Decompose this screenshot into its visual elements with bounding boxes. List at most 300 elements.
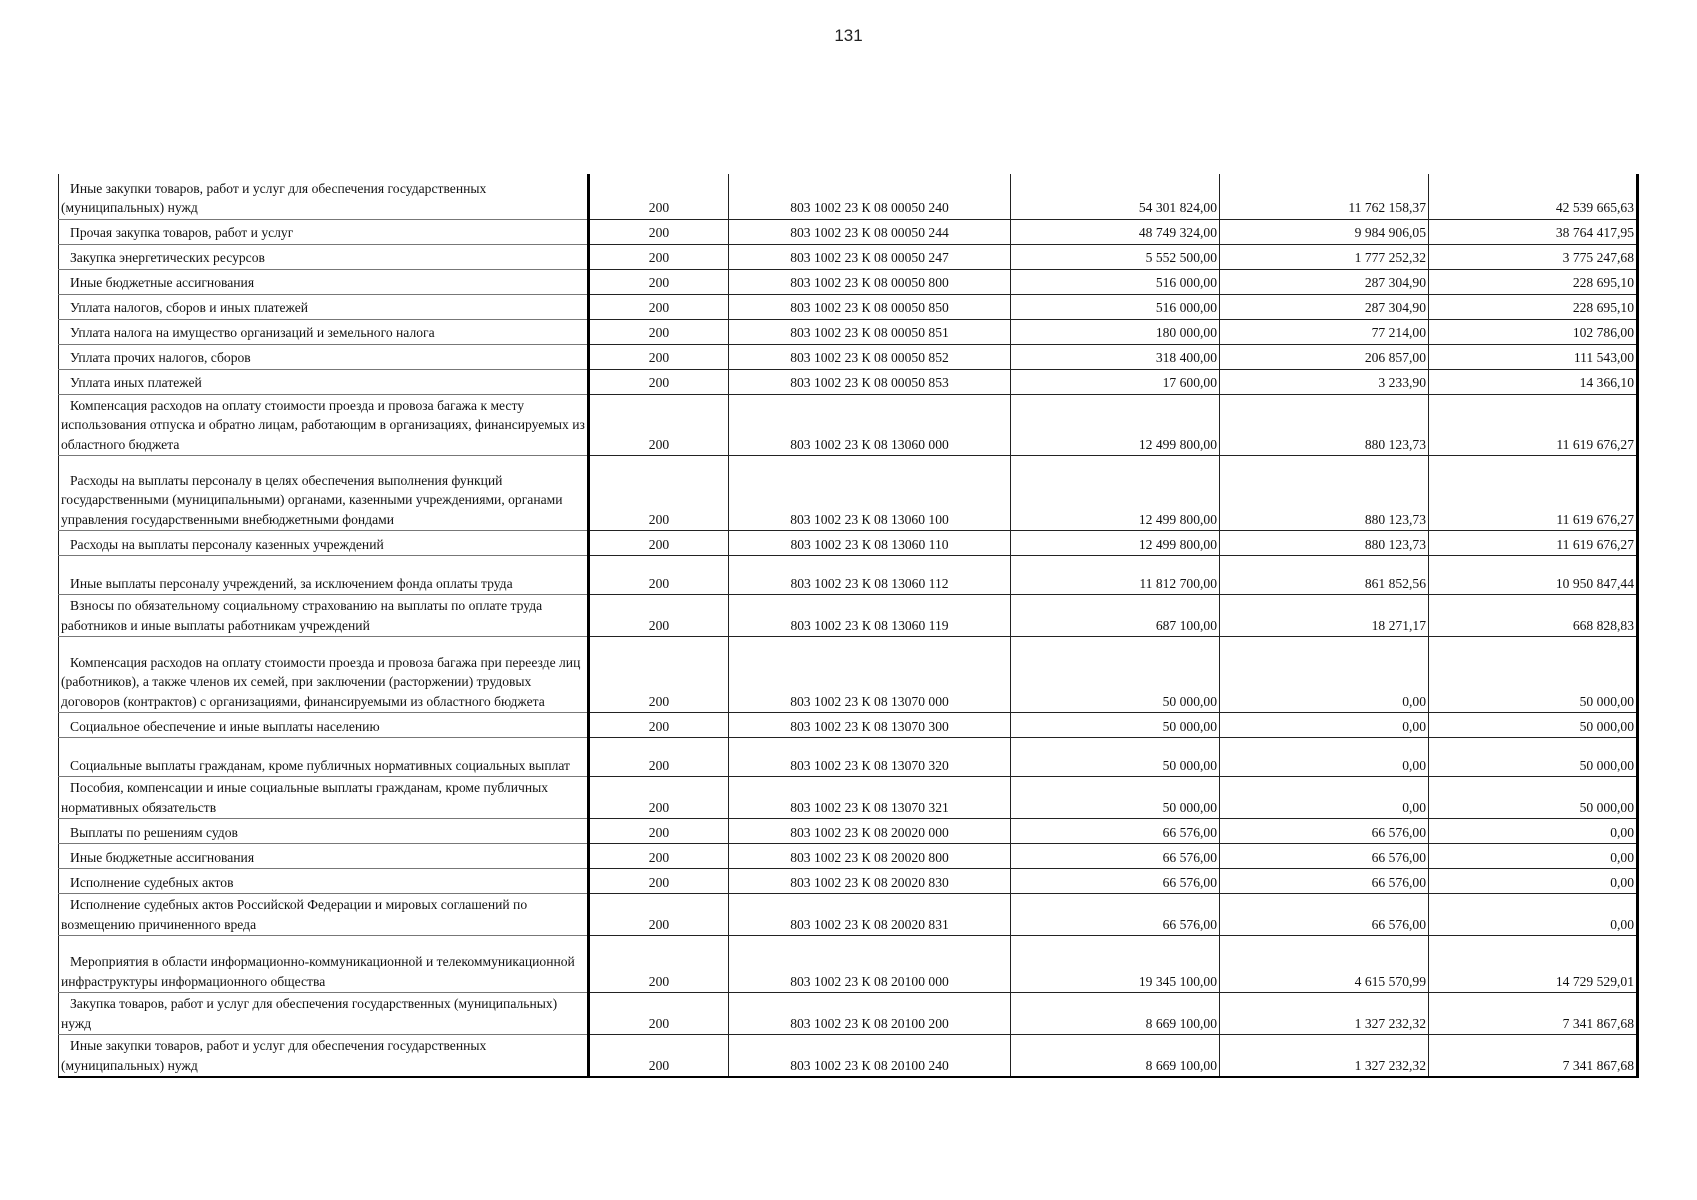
row-executed-amount-text: 0,00 <box>1402 693 1426 709</box>
row-approved-amount-cell <box>1011 777 1220 819</box>
row-line-code-text: 200 <box>648 757 670 773</box>
row-line-code-cell <box>589 777 729 819</box>
row-executed-amount-cell <box>1220 713 1429 738</box>
row-approved-amount-cell <box>1011 595 1220 637</box>
row-name-cell <box>59 819 589 844</box>
row-executed-amount-text: 0,00 <box>1402 718 1426 734</box>
row-budget-code-text: 803 1002 23 К 08 00050 851 <box>790 325 949 340</box>
row-line-code-text: 200 <box>648 799 670 815</box>
row-name-text: Уплата иных платежей <box>70 375 202 390</box>
row-executed-amount-cell <box>1220 269 1429 294</box>
row-budget-code-text: 803 1002 23 К 08 13070 321 <box>790 799 949 815</box>
row-approved-amount-text: 8 669 100,00 <box>1145 1057 1217 1073</box>
row-approved-amount-text: 12 499 800,00 <box>1138 436 1217 452</box>
row-budget-code-text: 803 1002 23 К 08 00050 853 <box>790 375 949 390</box>
row-executed-amount-cell <box>1220 595 1429 637</box>
row-approved-amount-text: 516 000,00 <box>1155 300 1217 315</box>
row-approved-amount-cell <box>1011 713 1220 738</box>
table-row <box>59 269 1638 294</box>
row-unexecuted-amount-cell <box>1429 869 1638 894</box>
row-executed-amount-cell <box>1220 777 1429 819</box>
row-name-cell <box>59 637 589 713</box>
row-approved-amount-cell <box>1011 819 1220 844</box>
row-line-code-text: 200 <box>648 350 670 365</box>
row-approved-amount-cell <box>1011 993 1220 1035</box>
row-line-code-cell <box>589 294 729 319</box>
row-approved-amount-cell <box>1011 294 1220 319</box>
row-unexecuted-amount-text: 11 619 676,27 <box>1556 536 1634 552</box>
row-line-code-text: 200 <box>648 200 670 215</box>
row-executed-amount-cell <box>1220 294 1429 319</box>
row-line-code-cell <box>589 869 729 894</box>
row-approved-amount-text: 50 000,00 <box>1162 757 1217 773</box>
row-approved-amount-cell <box>1011 738 1220 777</box>
row-unexecuted-amount-text: 11 619 676,27 <box>1556 511 1634 527</box>
row-unexecuted-amount-cell <box>1429 844 1638 869</box>
row-budget-code-cell <box>729 174 1011 219</box>
row-line-code-text: 200 <box>648 693 670 709</box>
row-name-text: Иные закупки товаров, работ и услуг для обеспечения государственных (муниципальных) нужд <box>61 180 487 215</box>
row-name-text: Иные бюджетные ассигнования <box>70 275 255 290</box>
row-line-code-cell <box>589 936 729 993</box>
row-unexecuted-amount-cell <box>1429 637 1638 713</box>
row-name-cell <box>59 319 589 344</box>
row-executed-amount-cell <box>1220 219 1429 244</box>
row-executed-amount-cell <box>1220 637 1429 713</box>
table-row <box>59 219 1638 244</box>
row-executed-amount-cell <box>1220 1035 1429 1078</box>
row-unexecuted-amount-cell <box>1429 219 1638 244</box>
row-line-code-cell <box>589 344 729 369</box>
row-approved-amount-text: 54 301 824,00 <box>1138 200 1217 215</box>
budget-execution-table <box>58 174 1639 1078</box>
row-line-code-text: 200 <box>648 973 670 989</box>
row-budget-code-text: 803 1002 23 К 08 00050 850 <box>790 300 949 315</box>
row-unexecuted-amount-cell <box>1429 369 1638 394</box>
row-approved-amount-cell <box>1011 556 1220 595</box>
row-executed-amount-cell <box>1220 319 1429 344</box>
row-approved-amount-cell <box>1011 894 1220 936</box>
row-unexecuted-amount-text: 0,00 <box>1610 824 1634 840</box>
row-name-text: Социальные выплаты гражданам, кроме публичных нормативных социальных выплат <box>70 757 570 773</box>
row-approved-amount-cell <box>1011 394 1220 456</box>
row-name-text: Уплата налогов, сборов и иных платежей <box>70 300 309 315</box>
row-approved-amount-text: 19 345 100,00 <box>1138 973 1217 989</box>
row-budget-code-cell <box>729 637 1011 713</box>
row-executed-amount-text: 880 123,73 <box>1364 536 1426 552</box>
row-unexecuted-amount-text: 0,00 <box>1610 874 1634 890</box>
row-executed-amount-text: 287 304,90 <box>1364 300 1426 315</box>
row-line-code-cell <box>589 319 729 344</box>
row-budget-code-text: 803 1002 23 К 08 00050 244 <box>790 225 949 240</box>
table-row <box>59 777 1638 819</box>
row-approved-amount-text: 66 576,00 <box>1162 874 1217 890</box>
row-name-cell <box>59 993 589 1035</box>
row-unexecuted-amount-text: 10 950 847,44 <box>1555 575 1634 591</box>
row-name-text: Закупка товаров, работ и услуг для обеспечения государственных (муниципальных) нужд <box>61 996 558 1031</box>
row-approved-amount-cell <box>1011 319 1220 344</box>
row-executed-amount-cell <box>1220 819 1429 844</box>
row-line-code-text: 200 <box>648 436 670 452</box>
table-row <box>59 819 1638 844</box>
row-executed-amount-text: 9 984 906,05 <box>1354 225 1426 240</box>
row-executed-amount-cell <box>1220 738 1429 777</box>
row-name-text: Закупка энергетических ресурсов <box>70 250 265 265</box>
row-approved-amount-text: 66 576,00 <box>1162 849 1217 865</box>
table-body <box>59 174 1638 1077</box>
row-executed-amount-text: 66 576,00 <box>1371 849 1426 865</box>
row-executed-amount-cell <box>1220 174 1429 219</box>
row-line-code-text: 200 <box>648 1015 670 1031</box>
row-line-code-text: 200 <box>648 575 670 591</box>
row-executed-amount-text: 66 576,00 <box>1371 874 1426 890</box>
row-unexecuted-amount-cell <box>1429 394 1638 456</box>
row-name-text: Компенсация расходов на оплату стоимости проезда и провоза багажа к месту использования отпуска и обратно лицам, работающим в организациях, финансируемых из областного бюджета <box>61 397 585 452</box>
row-executed-amount-cell <box>1220 244 1429 269</box>
table-row <box>59 637 1638 713</box>
row-unexecuted-amount-text: 7 341 867,68 <box>1562 1057 1634 1073</box>
row-unexecuted-amount-text: 0,00 <box>1610 916 1634 932</box>
row-budget-code-cell <box>729 319 1011 344</box>
row-approved-amount-text: 516 000,00 <box>1155 275 1217 290</box>
row-name-text: Уплата налога на имущество организаций и земельного налога <box>70 325 435 340</box>
row-unexecuted-amount-cell <box>1429 244 1638 269</box>
row-unexecuted-amount-text: 3 775 247,68 <box>1562 250 1634 265</box>
row-executed-amount-cell <box>1220 344 1429 369</box>
row-executed-amount-cell <box>1220 869 1429 894</box>
row-name-cell <box>59 369 589 394</box>
row-line-code-text: 200 <box>648 511 670 527</box>
row-executed-amount-cell <box>1220 394 1429 456</box>
row-unexecuted-amount-cell <box>1429 294 1638 319</box>
row-unexecuted-amount-cell <box>1429 269 1638 294</box>
row-line-code-cell <box>589 595 729 637</box>
row-budget-code-cell <box>729 1035 1011 1078</box>
row-name-cell <box>59 556 589 595</box>
row-approved-amount-cell <box>1011 456 1220 531</box>
table-row <box>59 244 1638 269</box>
row-budget-code-cell <box>729 294 1011 319</box>
row-line-code-text: 200 <box>648 325 670 340</box>
row-approved-amount-cell <box>1011 869 1220 894</box>
row-line-code-text: 200 <box>648 300 670 315</box>
row-budget-code-text: 803 1002 23 К 08 13060 000 <box>790 436 949 452</box>
row-name-cell <box>59 844 589 869</box>
row-unexecuted-amount-text: 50 000,00 <box>1579 799 1634 815</box>
row-budget-code-text: 803 1002 23 К 08 20100 000 <box>790 973 949 989</box>
row-budget-code-text: 803 1002 23 К 08 13070 300 <box>790 718 949 734</box>
row-executed-amount-text: 0,00 <box>1402 757 1426 773</box>
table-row <box>59 738 1638 777</box>
row-line-code-text: 200 <box>648 849 670 865</box>
row-approved-amount-cell <box>1011 344 1220 369</box>
row-unexecuted-amount-text: 228 695,10 <box>1572 275 1634 290</box>
row-line-code-cell <box>589 269 729 294</box>
row-unexecuted-amount-text: 14 366,10 <box>1579 375 1634 390</box>
table-row <box>59 319 1638 344</box>
row-line-code-text: 200 <box>648 275 670 290</box>
row-executed-amount-cell <box>1220 894 1429 936</box>
row-executed-amount-text: 206 857,00 <box>1364 350 1426 365</box>
row-budget-code-text: 803 1002 23 К 08 13070 320 <box>790 757 949 773</box>
row-line-code-cell <box>589 456 729 531</box>
row-executed-amount-text: 66 576,00 <box>1371 824 1426 840</box>
row-budget-code-text: 803 1002 23 К 08 20100 200 <box>790 1015 949 1031</box>
row-line-code-text: 200 <box>648 718 670 734</box>
row-approved-amount-text: 48 749 324,00 <box>1138 225 1217 240</box>
row-name-text: Расходы на выплаты персоналу в целях обеспечения выполнения функций государственными (муниципальными) органами, казенными учреждениями, органами управления государственными внебюджетными фондами <box>61 472 563 527</box>
row-budget-code-cell <box>729 219 1011 244</box>
row-unexecuted-amount-cell <box>1429 713 1638 738</box>
row-line-code-cell <box>589 531 729 556</box>
row-budget-code-cell <box>729 819 1011 844</box>
row-budget-code-cell <box>729 369 1011 394</box>
row-approved-amount-cell <box>1011 531 1220 556</box>
row-unexecuted-amount-cell <box>1429 319 1638 344</box>
row-unexecuted-amount-text: 228 695,10 <box>1572 300 1634 315</box>
row-unexecuted-amount-text: 11 619 676,27 <box>1556 436 1634 452</box>
row-executed-amount-text: 861 852,56 <box>1364 575 1426 591</box>
row-approved-amount-text: 687 100,00 <box>1155 617 1217 633</box>
row-unexecuted-amount-text: 102 786,00 <box>1572 325 1634 340</box>
row-budget-code-text: 803 1002 23 К 08 00050 247 <box>790 250 949 265</box>
row-line-code-cell <box>589 1035 729 1078</box>
row-executed-amount-text: 0,00 <box>1402 799 1426 815</box>
row-executed-amount-text: 77 214,00 <box>1371 325 1426 340</box>
row-unexecuted-amount-cell <box>1429 595 1638 637</box>
row-executed-amount-cell <box>1220 531 1429 556</box>
row-budget-code-cell <box>729 244 1011 269</box>
row-approved-amount-cell <box>1011 1035 1220 1078</box>
row-budget-code-cell <box>729 713 1011 738</box>
row-budget-code-cell <box>729 894 1011 936</box>
row-unexecuted-amount-text: 0,00 <box>1610 849 1634 865</box>
row-budget-code-text: 803 1002 23 К 08 13060 112 <box>790 575 949 591</box>
row-approved-amount-cell <box>1011 936 1220 993</box>
row-budget-code-cell <box>729 595 1011 637</box>
row-line-code-text: 200 <box>648 225 670 240</box>
row-approved-amount-cell <box>1011 174 1220 219</box>
row-executed-amount-text: 18 271,17 <box>1371 617 1426 633</box>
row-budget-code-text: 803 1002 23 К 08 20020 000 <box>790 824 949 840</box>
table-row <box>59 456 1638 531</box>
table-row <box>59 556 1638 595</box>
row-approved-amount-text: 11 812 700,00 <box>1139 575 1217 591</box>
row-unexecuted-amount-cell <box>1429 1035 1638 1078</box>
row-line-code-cell <box>589 819 729 844</box>
row-approved-amount-text: 66 576,00 <box>1162 916 1217 932</box>
row-approved-amount-cell <box>1011 219 1220 244</box>
row-executed-amount-cell <box>1220 456 1429 531</box>
row-budget-code-text: 803 1002 23 К 08 20020 831 <box>790 916 949 932</box>
row-line-code-cell <box>589 844 729 869</box>
row-executed-amount-text: 1 777 252,32 <box>1354 250 1426 265</box>
row-line-code-text: 200 <box>648 916 670 932</box>
row-budget-code-text: 803 1002 23 К 08 20020 830 <box>790 874 949 890</box>
row-approved-amount-cell <box>1011 244 1220 269</box>
table-row <box>59 894 1638 936</box>
row-budget-code-cell <box>729 869 1011 894</box>
row-budget-code-cell <box>729 269 1011 294</box>
row-name-cell <box>59 1035 589 1078</box>
row-executed-amount-text: 880 123,73 <box>1364 511 1426 527</box>
row-unexecuted-amount-cell <box>1429 993 1638 1035</box>
row-name-text: Исполнение судебных актов <box>70 874 234 890</box>
row-name-cell <box>59 713 589 738</box>
row-name-cell <box>59 294 589 319</box>
row-unexecuted-amount-cell <box>1429 556 1638 595</box>
row-name-text: Уплата прочих налогов, сборов <box>70 350 251 365</box>
row-executed-amount-cell <box>1220 369 1429 394</box>
table-row <box>59 344 1638 369</box>
row-unexecuted-amount-cell <box>1429 777 1638 819</box>
row-name-cell <box>59 531 589 556</box>
row-budget-code-cell <box>729 531 1011 556</box>
row-name-text: Прочая закупка товаров, работ и услуг <box>70 225 294 240</box>
row-unexecuted-amount-text: 50 000,00 <box>1579 757 1634 773</box>
table-row <box>59 869 1638 894</box>
row-executed-amount-text: 11 762 158,37 <box>1348 200 1426 215</box>
row-approved-amount-text: 5 552 500,00 <box>1145 250 1217 265</box>
page-number: 131 <box>834 26 863 45</box>
row-unexecuted-amount-text: 50 000,00 <box>1579 718 1634 734</box>
row-budget-code-text: 803 1002 23 К 08 00050 240 <box>790 200 949 215</box>
row-executed-amount-cell <box>1220 556 1429 595</box>
row-line-code-text: 200 <box>648 1057 670 1073</box>
row-unexecuted-amount-cell <box>1429 819 1638 844</box>
row-budget-code-cell <box>729 456 1011 531</box>
row-budget-code-text: 803 1002 23 К 08 13060 100 <box>790 511 949 527</box>
row-name-text: Иные закупки товаров, работ и услуг для обеспечения государственных (муниципальных) нужд <box>61 1038 487 1073</box>
row-approved-amount-text: 66 576,00 <box>1162 824 1217 840</box>
row-budget-code-cell <box>729 777 1011 819</box>
table-row <box>59 993 1638 1035</box>
row-executed-amount-cell <box>1220 936 1429 993</box>
row-approved-amount-cell <box>1011 844 1220 869</box>
row-line-code-cell <box>589 174 729 219</box>
row-budget-code-cell <box>729 394 1011 456</box>
row-line-code-cell <box>589 394 729 456</box>
row-approved-amount-text: 180 000,00 <box>1155 325 1217 340</box>
row-unexecuted-amount-cell <box>1429 936 1638 993</box>
row-line-code-cell <box>589 713 729 738</box>
row-name-cell <box>59 738 589 777</box>
row-approved-amount-text: 50 000,00 <box>1162 799 1217 815</box>
row-line-code-text: 200 <box>648 824 670 840</box>
row-executed-amount-text: 66 576,00 <box>1371 916 1426 932</box>
row-budget-code-text: 803 1002 23 К 08 13060 110 <box>790 536 949 552</box>
row-name-cell <box>59 936 589 993</box>
table-row <box>59 844 1638 869</box>
row-line-code-cell <box>589 556 729 595</box>
row-approved-amount-cell <box>1011 637 1220 713</box>
row-budget-code-text: 803 1002 23 К 08 20100 240 <box>790 1057 949 1073</box>
row-budget-code-text: 803 1002 23 К 08 13070 000 <box>790 693 949 709</box>
table-row <box>59 294 1638 319</box>
table-row <box>59 595 1638 637</box>
row-line-code-cell <box>589 993 729 1035</box>
row-line-code-text: 200 <box>648 375 670 390</box>
row-unexecuted-amount-text: 111 543,00 <box>1573 350 1634 365</box>
table-row <box>59 1035 1638 1078</box>
row-unexecuted-amount-cell <box>1429 344 1638 369</box>
table-row <box>59 174 1638 219</box>
row-approved-amount-text: 8 669 100,00 <box>1145 1015 1217 1031</box>
row-name-text: Пособия, компенсации и иные социальные выплаты гражданам, кроме публичных нормативных обязательств <box>61 780 549 815</box>
row-budget-code-text: 803 1002 23 К 08 00050 800 <box>790 275 949 290</box>
row-budget-code-cell <box>729 556 1011 595</box>
row-name-cell <box>59 777 589 819</box>
row-name-text: Компенсация расходов на оплату стоимости проезда и провоза багажа при переезде лиц (работников), а также членов их семей, при заключении (расторжении) трудовых договоров (контрактов) с организациями, финансируемыми из областного бюджета <box>61 654 581 709</box>
row-name-text: Взносы по обязательному социальному страхованию на выплаты по оплате труда работников и иные выплаты работникам учреждений <box>61 598 543 633</box>
row-approved-amount-text: 17 600,00 <box>1162 375 1217 390</box>
row-name-text: Мероприятия в области информационно-коммуникационной и телекоммуникационной инфраструктуры информационного общества <box>61 954 575 989</box>
row-approved-amount-text: 12 499 800,00 <box>1138 511 1217 527</box>
row-name-cell <box>59 869 589 894</box>
row-unexecuted-amount-text: 50 000,00 <box>1579 693 1634 709</box>
row-name-cell <box>59 894 589 936</box>
row-unexecuted-amount-text: 668 828,83 <box>1572 617 1634 633</box>
row-name-text: Выплаты по решениям судов <box>70 824 238 840</box>
row-approved-amount-text: 318 400,00 <box>1155 350 1217 365</box>
row-line-code-text: 200 <box>648 536 670 552</box>
row-approved-amount-text: 50 000,00 <box>1162 693 1217 709</box>
row-unexecuted-amount-text: 38 764 417,95 <box>1555 225 1634 240</box>
row-executed-amount-text: 880 123,73 <box>1364 436 1426 452</box>
row-line-code-cell <box>589 738 729 777</box>
row-name-text: Иные выплаты персоналу учреждений, за исключением фонда оплаты труда <box>70 575 513 591</box>
row-approved-amount-text: 12 499 800,00 <box>1138 536 1217 552</box>
row-executed-amount-cell <box>1220 993 1429 1035</box>
row-approved-amount-text: 50 000,00 <box>1162 718 1217 734</box>
row-line-code-cell <box>589 894 729 936</box>
row-name-cell <box>59 394 589 456</box>
row-name-text: Социальное обеспечение и иные выплаты населению <box>70 718 380 734</box>
table-row <box>59 713 1638 738</box>
table-row <box>59 394 1638 456</box>
row-executed-amount-text: 1 327 232,32 <box>1354 1057 1426 1073</box>
row-budget-code-cell <box>729 936 1011 993</box>
row-name-cell <box>59 219 589 244</box>
row-executed-amount-text: 3 233,90 <box>1378 375 1426 390</box>
row-name-cell <box>59 456 589 531</box>
row-budget-code-cell <box>729 738 1011 777</box>
row-budget-code-cell <box>729 993 1011 1035</box>
row-budget-code-text: 803 1002 23 К 08 13060 119 <box>790 617 949 633</box>
row-unexecuted-amount-cell <box>1429 894 1638 936</box>
row-unexecuted-amount-cell <box>1429 174 1638 219</box>
row-name-cell <box>59 344 589 369</box>
row-approved-amount-cell <box>1011 269 1220 294</box>
row-line-code-cell <box>589 369 729 394</box>
row-line-code-text: 200 <box>648 874 670 890</box>
row-name-text: Исполнение судебных актов Российской Федерации и мировых соглашений по возмещению причиненного вреда <box>61 897 528 932</box>
row-executed-amount-text: 1 327 232,32 <box>1354 1015 1426 1031</box>
row-name-cell <box>59 269 589 294</box>
row-line-code-cell <box>589 219 729 244</box>
row-executed-amount-text: 4 615 570,99 <box>1354 973 1426 989</box>
row-name-text: Иные бюджетные ассигнования <box>70 849 255 865</box>
row-unexecuted-amount-cell <box>1429 456 1638 531</box>
row-name-cell <box>59 174 589 219</box>
row-budget-code-cell <box>729 844 1011 869</box>
row-unexecuted-amount-text: 42 539 665,63 <box>1555 200 1634 215</box>
row-budget-code-text: 803 1002 23 К 08 20020 800 <box>790 849 949 865</box>
row-name-cell <box>59 595 589 637</box>
row-line-code-text: 200 <box>648 617 670 633</box>
row-unexecuted-amount-text: 14 729 529,01 <box>1555 973 1634 989</box>
row-name-text: Расходы на выплаты персоналу казенных учреждений <box>70 536 384 552</box>
